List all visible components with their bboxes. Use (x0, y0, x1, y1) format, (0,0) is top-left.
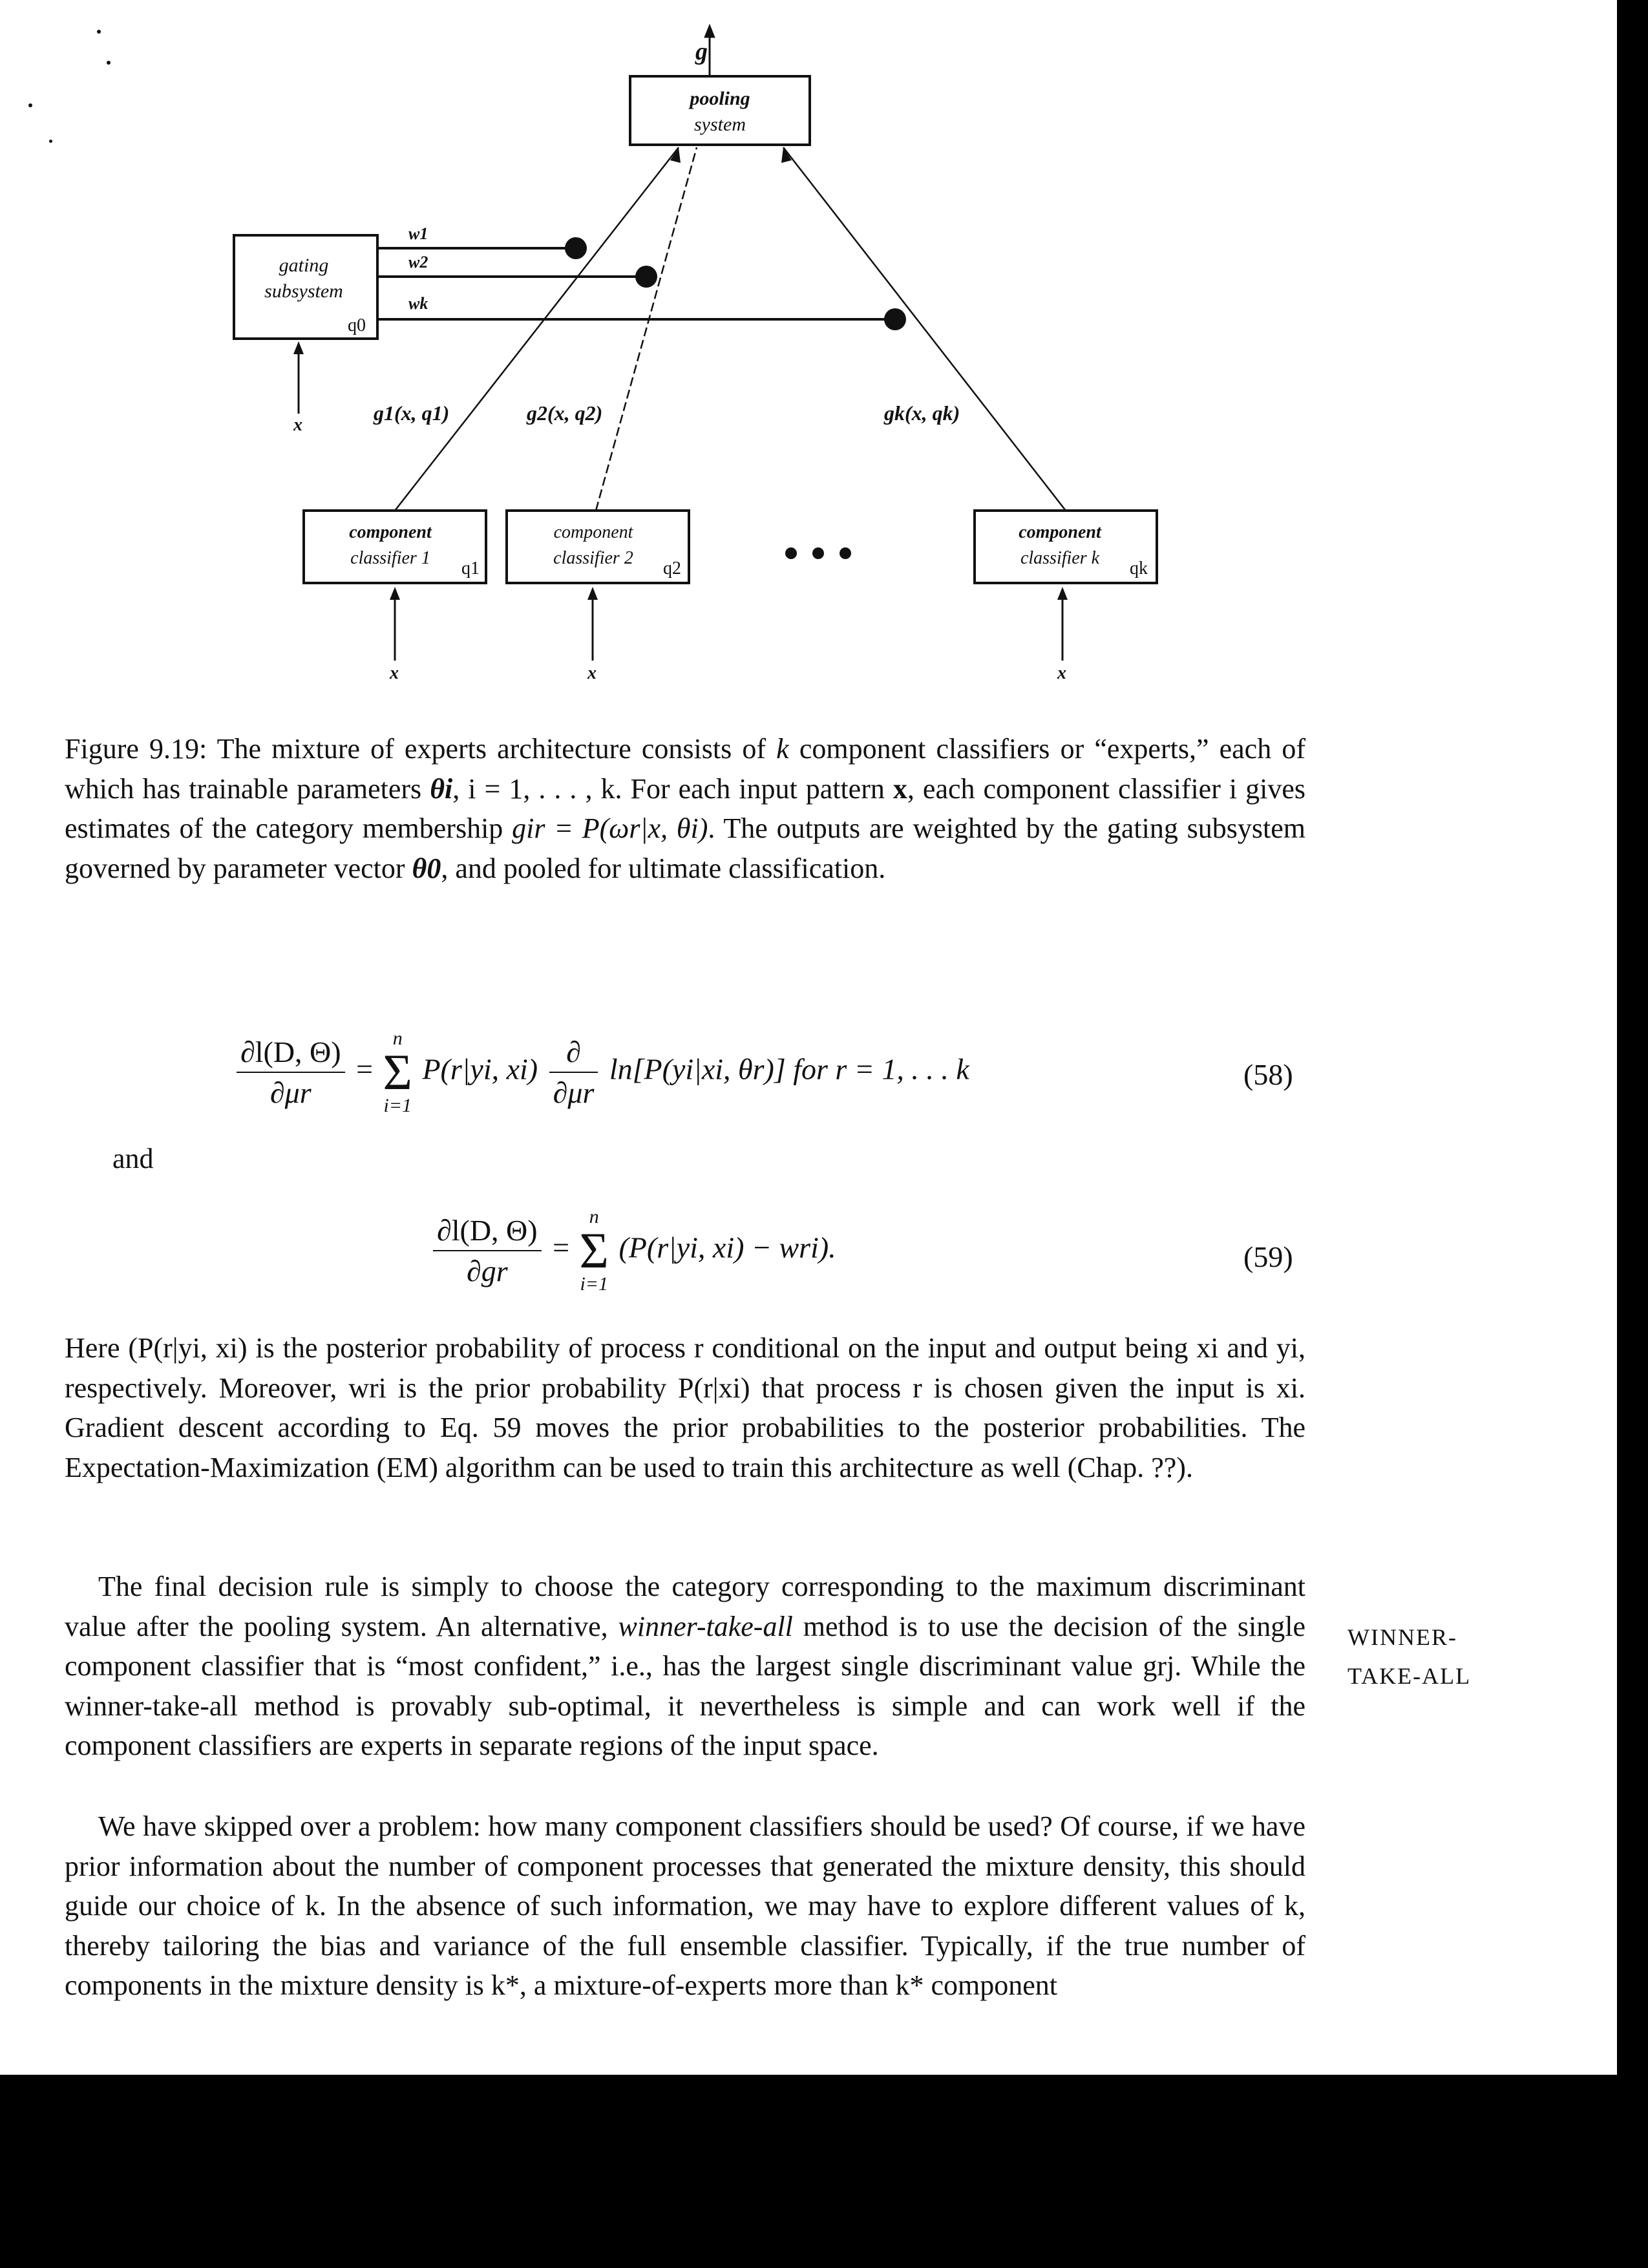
pooling-label-1: pooling (690, 88, 750, 109)
scan-border-bottom (0, 2075, 1648, 2268)
classifier-1-param: q1 (461, 558, 480, 578)
mixture-of-experts-diagram (0, 0, 1648, 724)
ellipsis-label: • • • (818, 562, 819, 563)
scan-border-right (1617, 0, 1648, 2268)
eq58-sum: n Σ i=1 (383, 1028, 412, 1117)
term-winner-take-all: winner-take-all (618, 1610, 793, 1642)
classifier-2-input: x (587, 663, 597, 683)
equation-59: $\frac{\partial l(D, \Theta)}{\partial gr}$ = n Σ i=1 (P(r|yi, xi) − wri). (429, 1207, 836, 1294)
paragraph-decision-rule: The final decision rule is simply to choose the category corresponding to the maximum discriminant value after the pooling system. An alternative, winner-take-all method is to use the decision of the single component classifier that is “most confident,” i.e., has the largest single discriminant value grj. While the winner-take-all method is provably sub-optimal, it nevertheless is simple and can work well if the component classifiers are experts in separate regions of the input space. (65, 1571, 1305, 1761)
eq59-lhs: $\frac{\partial l(D, \Theta)}{\partial gr}$ (433, 1213, 542, 1288)
classifier-1-line2: classifier 1 (350, 548, 430, 568)
gating-param: q0 (348, 315, 366, 335)
classifier-k-param: qk (1130, 558, 1148, 578)
weight-label-2: w2 (408, 253, 428, 271)
eq59-sum: n Σ i=1 (579, 1206, 609, 1295)
classifier-2-line2: classifier 2 (553, 548, 633, 568)
pooling-label-2: system (694, 114, 746, 135)
output-label-k: gk(x, qk) (884, 401, 960, 425)
eq58-lhs: $\frac{\partial l(D, \Theta)}{\partial\mu r}$ (237, 1035, 345, 1110)
gating-label-2: subsystem (264, 281, 343, 302)
ellipsis-dot (785, 547, 797, 559)
margin-note-winner-take-all: WINNER- TAKE-ALL (1347, 1624, 1472, 1689)
eq58-derivative: $\frac{\partial}{\partial\mu r}$ (549, 1035, 598, 1110)
classifier-2-param: q2 (663, 558, 681, 578)
weight-label-k: wk (408, 294, 428, 313)
paragraph-posterior: Here (P(r|yi, xi) is the posterior probability of process r conditional on the input and output being xi and yi, respectively. Moreover, wri is the prior probability P(r|xi) that process r is chosen given the input is xi. Gradient descent according to Eq. 59 moves the prior probabilities to the posterior probabilities. The Expectation-Maximization (EM) algorithm can be used to train this architecture as well (Chap. ??). (65, 1332, 1305, 1483)
component-classifier-2-box (507, 511, 689, 583)
output-label: g (695, 38, 708, 65)
caption-label: Figure 9.19: (65, 733, 207, 765)
equation-58: $\frac{\partial l(D, \Theta)}{\partial\mu r}$ = n Σ i=1 P(r|yi, xi) $\frac{\partial}{\partial\mu r}$ ln[P(yi|xi, θr)] for r = 1, . . . k (233, 1029, 969, 1116)
output-label-2: g2(x, q2) (527, 401, 603, 425)
classifier-k-line2: classifier k (1020, 548, 1100, 568)
and-connector: and (112, 1143, 154, 1174)
classifier-k-line1: component (1019, 522, 1101, 542)
ellipsis-dot (840, 547, 851, 559)
classifier-2-line1: component (553, 522, 633, 542)
gating-label-1: gating (279, 255, 329, 276)
gating-input-label: x (293, 415, 302, 435)
classifier-1-line1: component (349, 522, 432, 542)
ellipsis-dot (812, 547, 824, 559)
component-classifier-1-box (304, 511, 486, 583)
figure-caption: Figure 9.19: The mixture of experts architecture consists of k component classifiers or “experts,” each of which has trainable parameters θi, i = 1, . . . , k. For each input pattern x, each component classifier i gives estimates of the category membership gir = P(ωr|x, θi). The outputs are weighted by the gating subsystem governed by parameter vector θ0, and pooled for ultimate classification. (65, 733, 1306, 884)
weight-label-1: w1 (408, 224, 428, 243)
equation-58-number: (58) (1243, 1058, 1293, 1091)
classifier-k-input: x (1057, 663, 1066, 683)
equation-59-number: (59) (1243, 1240, 1293, 1273)
classifier-1-input: x (390, 663, 399, 683)
paragraph-number-of-classifiers: We have skipped over a problem: how many component classifiers should be used? Of course, if we have prior information about the number of component processes that generated the mixture density, this should guide our choice of k. In the absence of such information, we may have to explore different values of k, thereby tailoring the bias and variance of the full ensemble classifier. Typically, if the true number of components in the mixture density is k*, a mixture-of-experts more than k* component (65, 1810, 1305, 2001)
output-label-1: g1(x, q1) (374, 401, 450, 425)
